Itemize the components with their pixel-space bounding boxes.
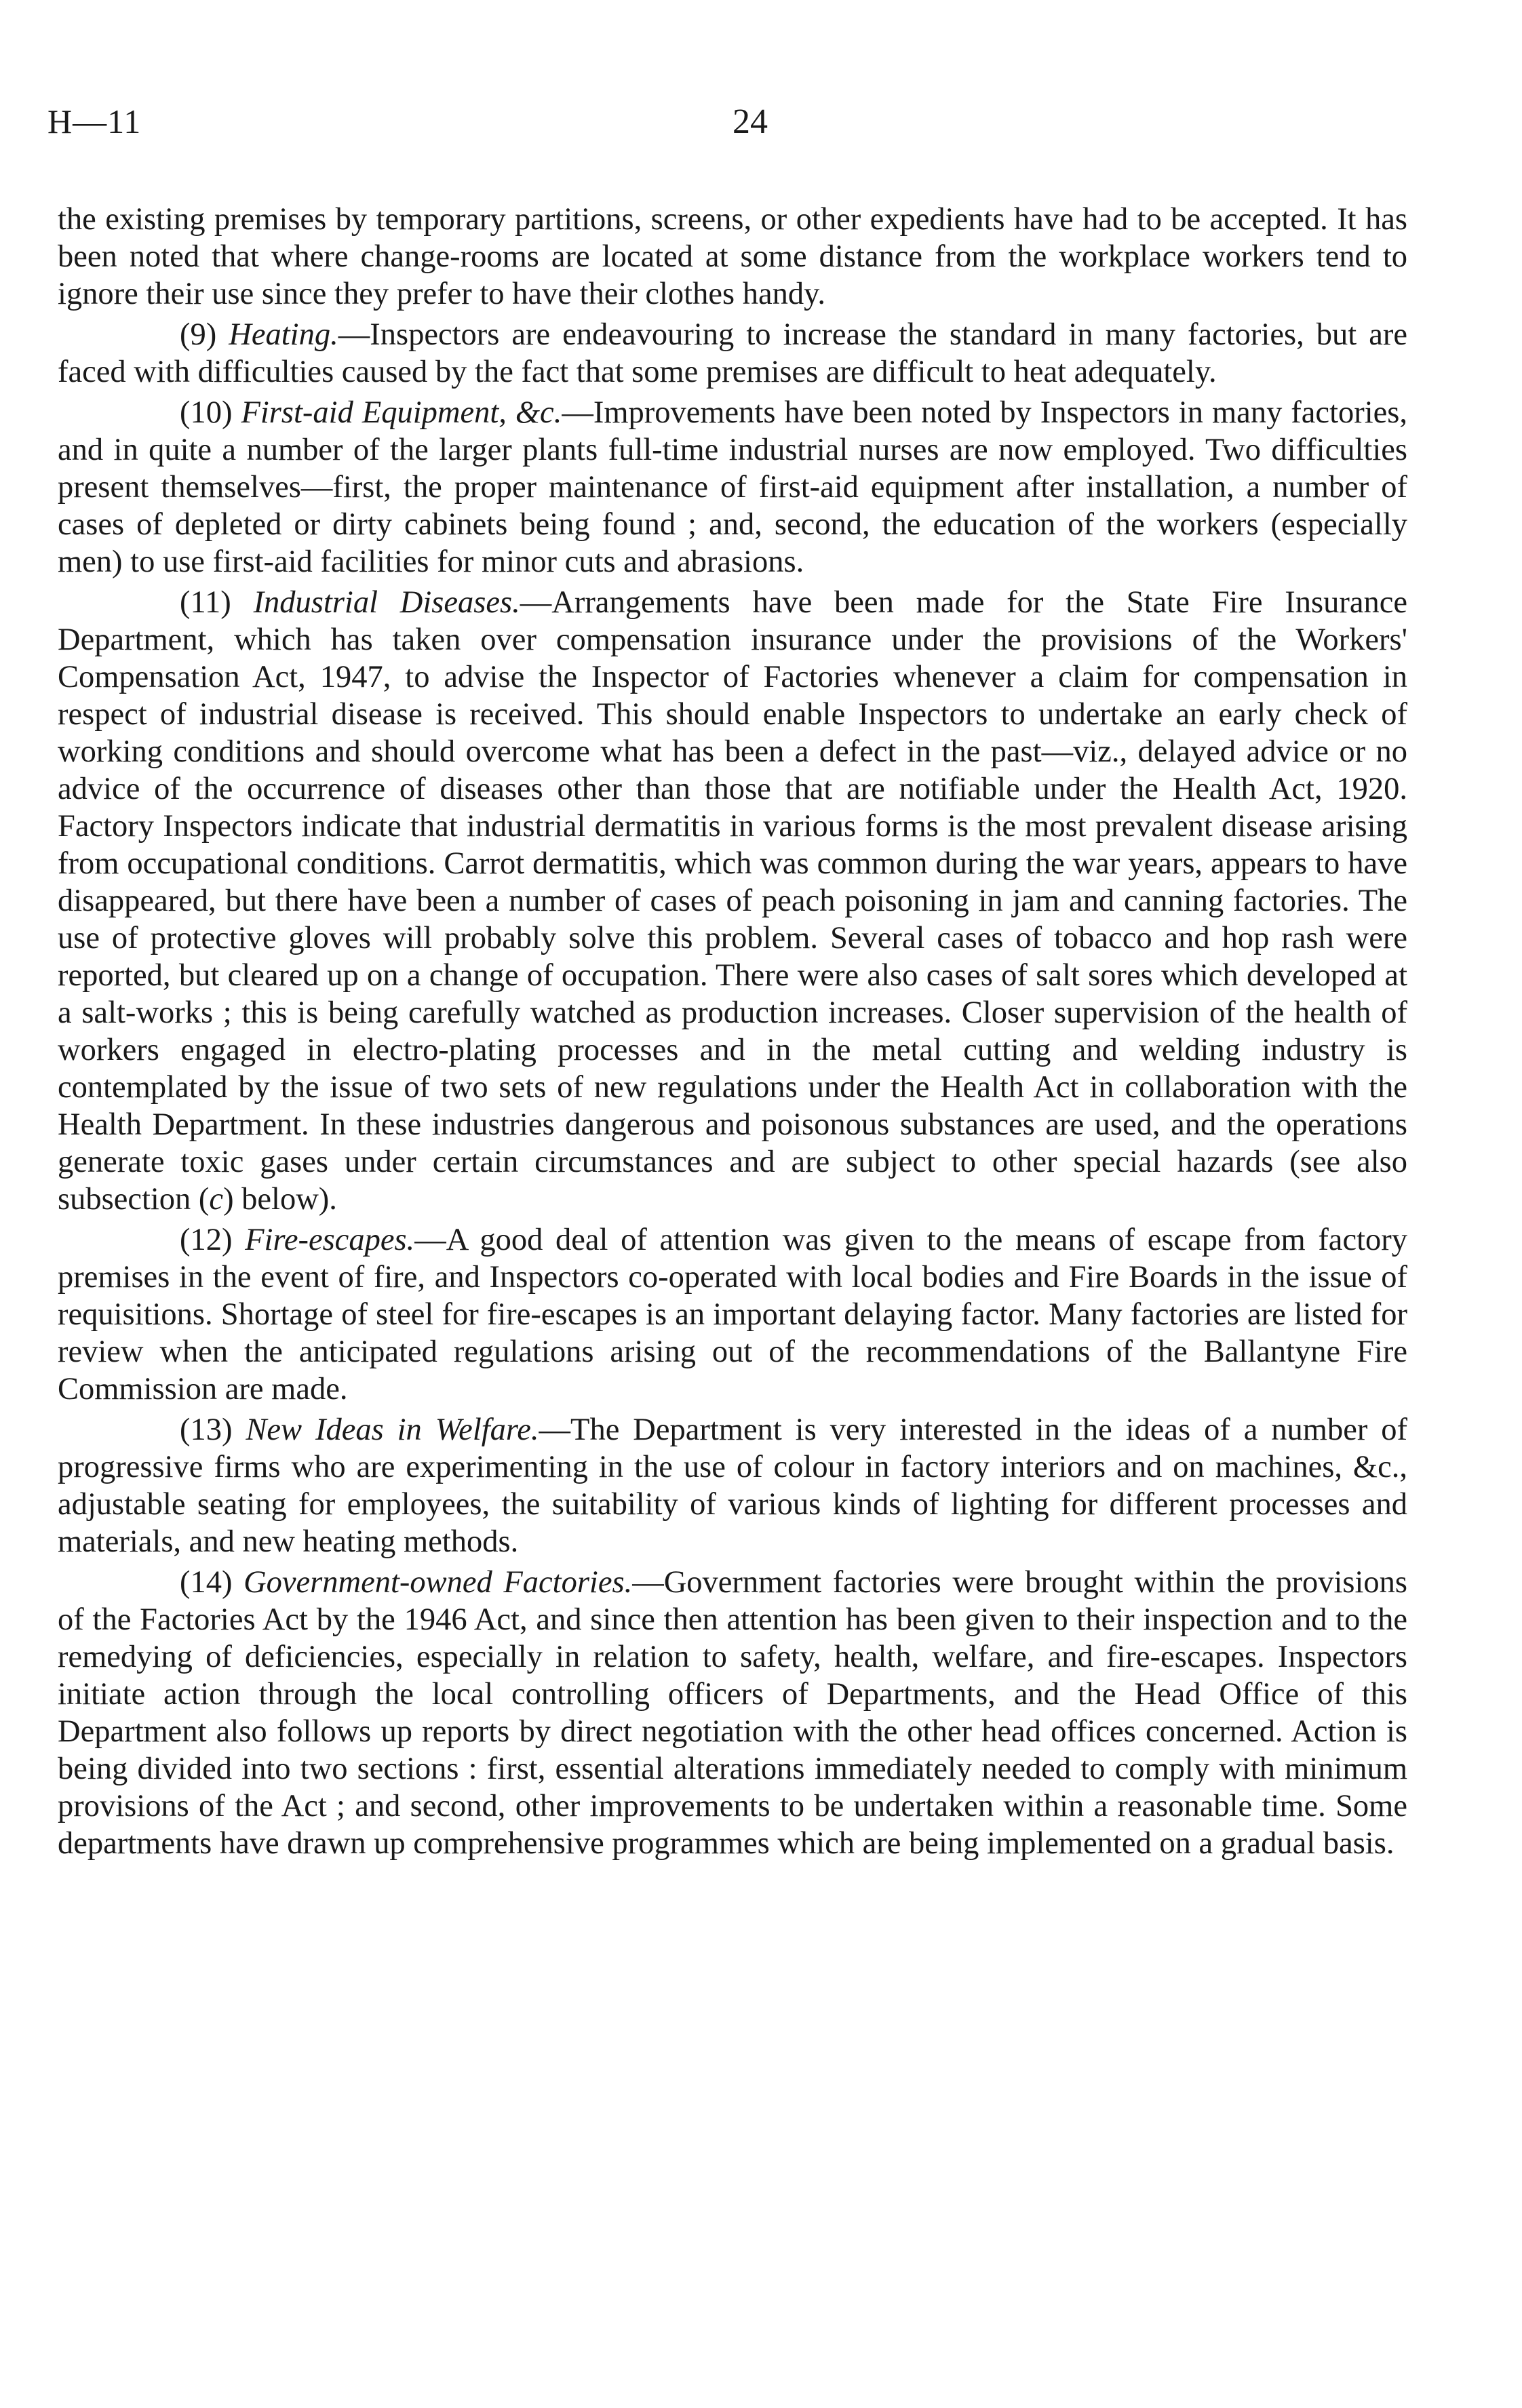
- paragraph-text: —Arrangements have been made for the State Fire Insurance Department, which has taken over compensation insurance under the provisions of the Workers' Compensation Act, 1947, to advise the Inspector of Factories whenever a claim for compensation in respect of industrial disease is received. This should enable Inspectors to undertake an early check of working conditions and should overcome what has been a defect in the past—viz., delayed advice or no advice of the occurrence of diseases other than those that are notifiable under the Health Act, 1920. Factory Inspectors indicate that industrial dermatitis in various forms is the most prevalent disease arising from occupational conditions. Carrot dermatitis, which was common during the war years, appears to have disappeared, but there have been a number of cases of peach poisoning in jam and canning factories. The use of protective gloves will probably solve this problem. Several cases of tobacco and hop rash were reported, but cleared up on a change of occupation. There were also cases of salt sores which developed at a salt-works ; this is being carefully watched as production increases. Closer supervision of the health of workers engaged in electro-plating processes and in the metal cutting and welding industry is contemplated by the issue of two sets of new regulations under the Health Act in collaboration with the Health Department. In these industries dangerous and poisonous substances are used, and the operations generate toxic gases under certain circumstances and are subject to other special hazards (see also subsection (: [58, 585, 1408, 1217]
- paragraph-text: —A good deal of attention was given to the means of escape from factory premises in the event of fire, and Inspectors co-operated with local bodies and Fire Boards in the issue of requisitions. Shortage of steel for fire-escapes is an important delaying factor. Many factories are listed for review when the anticipated regulations arising out of the recommendations of the Ballantyne Fire Commission are made.: [58, 1223, 1407, 1406]
- paragraph-number: (10): [180, 395, 233, 430]
- paragraph-heading: Industrial Diseases.: [253, 585, 520, 620]
- subsection-letter: c: [209, 1182, 224, 1217]
- page-header: [47, 102, 1404, 156]
- paragraph-heading: Heating.: [229, 317, 338, 352]
- paragraph-number: (13): [180, 1413, 233, 1447]
- paragraph-heading: Fire-escapes.: [245, 1223, 415, 1257]
- paragraph-number: (12): [180, 1223, 233, 1257]
- paragraph-11-industrial-diseases: [58, 584, 1407, 1218]
- paragraph-12-fire-escapes: [58, 1221, 1407, 1408]
- paragraph-heading: New Ideas in Welfare.: [246, 1413, 539, 1447]
- paragraph-heading: Government-owned Factories.: [243, 1565, 633, 1600]
- page-number: 24: [733, 102, 768, 141]
- paragraph-10-first-aid: [58, 394, 1407, 580]
- paragraph-9-heating: [58, 316, 1407, 391]
- paragraph-text-end: ) below).: [223, 1182, 337, 1217]
- body-text: [58, 201, 1407, 1866]
- document-code: H—11: [47, 102, 142, 140]
- paragraph-text: —Inspectors are endeavouring to increase the standard in many factories, but are faced with difficulties caused by the fact that some premises are difficult to heat adequately.: [58, 317, 1408, 389]
- paragraph-14-government-factories: [58, 1564, 1407, 1862]
- paragraph-text: —The Department is very interested in the ideas of a number of progressive firms who are experimenting in the use of colour in factory interiors and on machines, &c., adjustable seating for employees, the suitability of various kinds of lighting for different processes and materials, and new heating methods.: [58, 1413, 1407, 1559]
- paragraph-text: —Improvements have been noted by Inspectors in many factories, and in quite a number of the larger plants full-time industrial nurses are now employed. Two difficulties present themselves—first, the proper maintenance of first-aid equipment after installation, a number of cases of depleted or dirty cabinets being found ; and, second, the education of the workers (especially men) to use first-aid facilities for minor cuts and abrasions.: [58, 395, 1408, 579]
- paragraph-text: —Government factories were brought within the provisions of the Factories Act by the 1946 Act, and since then attention has been given to their inspection and to the remedying of deficiencies, especially in relation to safety, health, welfare, and fire-escapes. Inspectors initiate action through the local controlling officers of Departments, and the Head Office of this Department also follows up reports by direct negotiation with the other head offices concerned. Action is being divided into two sections : first, essential alterations immediately needed to comply with minimum provisions of the Act ; and second, other improvements to be undertaken within a reasonable time. Some departments have drawn up comprehensive programmes which are being implemented on a gradual basis.: [58, 1565, 1408, 1861]
- paragraph-13-welfare: [58, 1411, 1407, 1560]
- continuation-paragraph: the existing premises by temporary partitions, screens, or other expedients have had to be accepted. It has been noted that where change-rooms are located at some distance from the workplace workers tend to ignore their use since they prefer to have their clothes handy.: [58, 202, 1407, 311]
- paragraph-number: (11): [180, 585, 231, 620]
- paragraph-number: (9): [180, 317, 217, 352]
- paragraph-heading: First-aid Equipment, &c.: [241, 395, 562, 430]
- paragraph-number: (14): [180, 1565, 233, 1600]
